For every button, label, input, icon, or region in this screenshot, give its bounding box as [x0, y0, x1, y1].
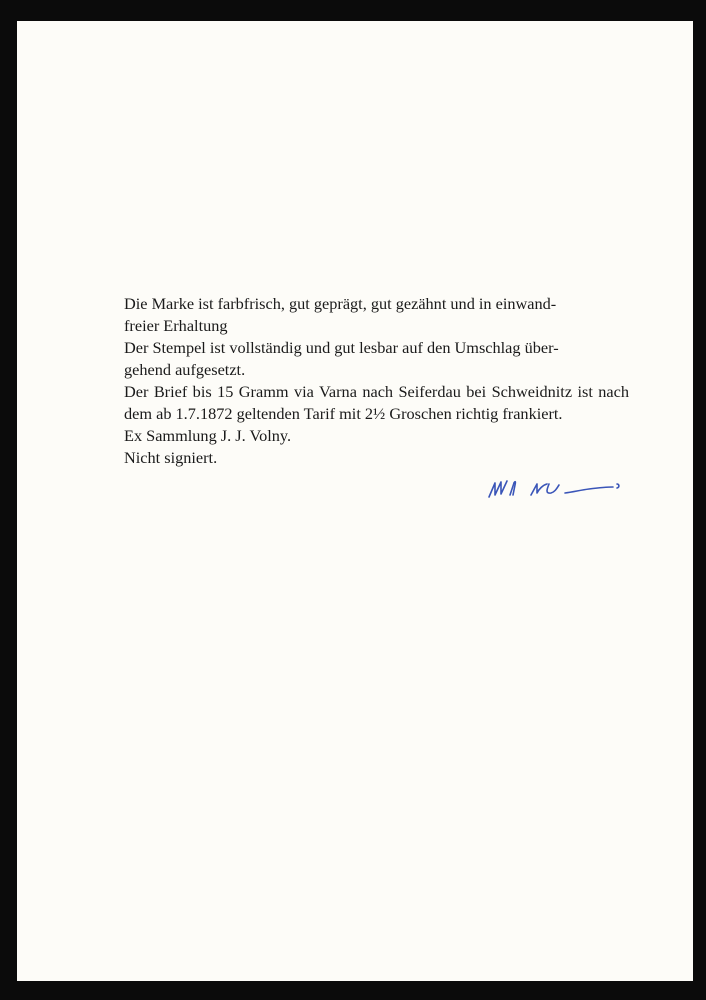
paragraph-cancellation: Der Stempel ist vollständig und gut lesbar auf den Umschlag über- gehend aufgesetzt. — [124, 338, 559, 379]
paragraph-signed-status: Nicht signiert. — [124, 448, 218, 467]
handwritten-signature — [481, 473, 631, 503]
paragraph-condition: Die Marke ist farbfrisch, gut geprägt, gut gezähnt und in einwand- freier Erhaltung — [124, 294, 557, 335]
certificate-page — [17, 21, 693, 981]
paragraph-provenance: Ex Sammlung J. J. Volny. — [124, 426, 292, 445]
certificate-text — [124, 293, 629, 469]
paragraph-postage: Der Brief bis 15 Gramm via Varna nach Seiferdau bei Schweidnitz ist nach dem ab 1.7.1872 geltenden Tarif mit 2½ Groschen richtig frankiert. — [124, 382, 629, 423]
